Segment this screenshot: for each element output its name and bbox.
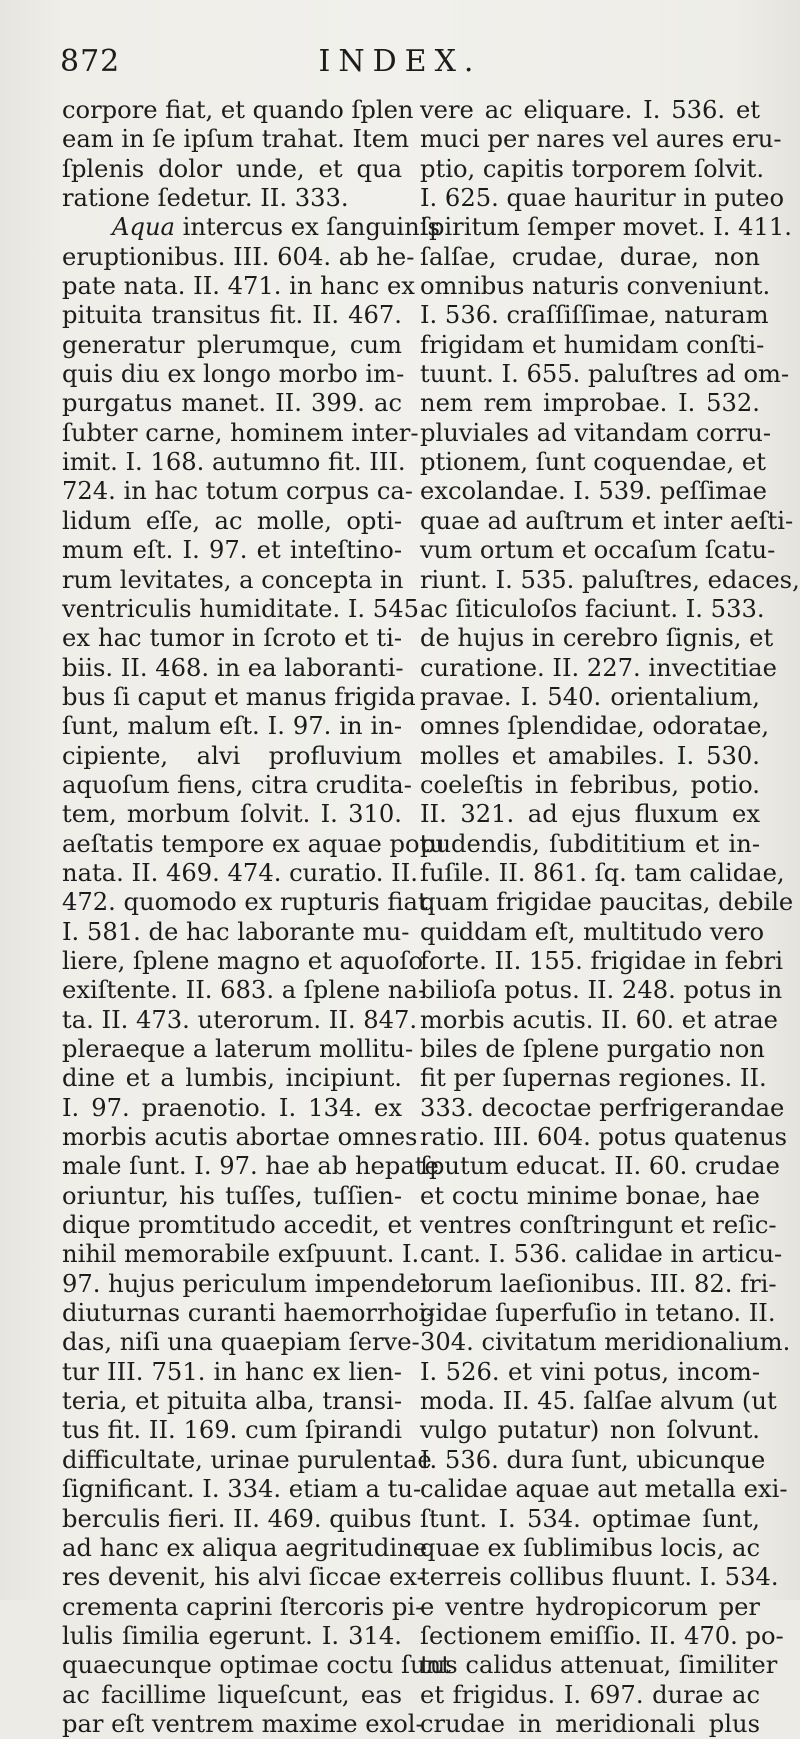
entry-headword: Aqua — [112, 213, 175, 242]
text-line: quaecunque optimae coctu ſunt — [62, 1651, 451, 1680]
text-line: pleraeque a laterum mollitu- — [62, 1035, 414, 1063]
text-line: vum ortum et occaſum ſcatu- — [420, 536, 776, 565]
text-line: quis diu ex longo morbo im- — [62, 360, 405, 389]
text-line: vere ac eliquare. I. 536. et — [420, 96, 760, 124]
text-line: quiddam eſt, multitudo vero — [420, 917, 765, 946]
text-line: dine et a lumbis, incipiunt. — [62, 1064, 402, 1093]
text-line: ex hac tumor in ſcroto et ti- — [62, 624, 402, 653]
text-line: ſpiritum ſemper movet. I. 411. — [420, 213, 793, 242]
text-line: rum levitates, a concepta in — [62, 565, 404, 594]
text-line: lulis ſimilia egerunt. I. 314. — [62, 1621, 402, 1650]
text-line: et coctu minime bonae, hae — [420, 1181, 760, 1210]
text-line: biis. II. 468. in ea laboranti- — [62, 653, 404, 682]
text-line: generatur plerumque, cum — [62, 330, 402, 359]
text-line: ptionem, ſunt coquendae, et — [420, 448, 766, 477]
text-line: I. 625. quae hauritur in puteo — [420, 184, 785, 213]
text-line: I. 581. de hac laborante mu- — [62, 917, 410, 946]
text-line: cipiente, alvi profluvium — [62, 741, 402, 770]
text-line: I. 536. craſſiſſimae, naturam — [420, 301, 769, 330]
text-line: ſunt, malum eſt. I. 97. in in- — [62, 712, 402, 741]
text-line: lidum eſſe, ac molle, opti- — [62, 506, 402, 535]
text-line: 97. hujus periculum impendet — [62, 1269, 431, 1298]
text-line: ſalſae, crudae, durae, non — [420, 242, 760, 271]
text-line: ac ſiticuloſos faciunt. I. 533. — [420, 594, 765, 623]
text-line: I. 526. et vini potus, incom- — [420, 1357, 760, 1386]
left-column — [62, 96, 451, 1739]
text-line: aquoſum fiens, citra crudita- — [62, 770, 412, 799]
text-line: ſignificant. I. 334. etiam a tu- — [62, 1475, 422, 1504]
text-line: ratio. III. 604. potus quatenus — [420, 1123, 788, 1152]
text-line: ratione ſedetur. II. 333. — [62, 184, 349, 213]
text-line: tus calidus attenuat, ſimiliter — [420, 1651, 778, 1680]
text-line: ventres conſtringunt et reſic- — [420, 1211, 777, 1240]
text-line: ſputum educat. II. 60. crudae — [420, 1152, 780, 1181]
text-line: molles et amabiles. I. 530. — [420, 741, 760, 770]
text-line: diuturnas curanti haemorrhoi- — [62, 1299, 435, 1328]
text-line: corpore fiat, et quando ſplen — [62, 96, 414, 124]
text-line: purgatus manet. II. 399. ac — [62, 389, 402, 418]
text-line: ventriculis humiditate. I. 545. — [62, 594, 427, 623]
text-line: riunt. I. 535. paluſtres, edaces, — [420, 565, 800, 594]
text-line: eam in ſe ipſum trahat. Item — [62, 125, 410, 154]
text-line: morbis acutis. II. 60. et atrae — [420, 1005, 778, 1034]
text-line: tur III. 751. in hanc ex lien- — [62, 1357, 402, 1386]
text-line: quam frigidae paucitas, debile — [420, 888, 794, 917]
text-line: pudendis, ſubdititium et in- — [420, 829, 760, 858]
text-line: Aqua intercus ex ſanguinis — [112, 213, 440, 242]
text-columns — [62, 96, 800, 1738]
text-line: bus ſi caput et manus frigida — [62, 682, 416, 711]
text-line: par eſt ventrem maxime exol- — [62, 1709, 424, 1738]
text-line: oriuntur, his tuſſes, tuſſien- — [62, 1181, 402, 1210]
text-line: tuunt. I. 655. paluſtres ad om- — [420, 360, 790, 389]
text-line: fit per ſupernas regiones. II. — [420, 1064, 767, 1093]
page-number: 872 — [60, 44, 121, 79]
text-line: crementa caprini ſtercoris pi- — [62, 1592, 424, 1621]
running-title: INDEX. — [318, 44, 482, 79]
text-line: fuſile. II. 861. ſq. tam calidae, — [420, 858, 785, 887]
text-line: lorum laeſionibus. III. 82. fri- — [420, 1269, 777, 1298]
text-line: exiſtente. II. 683. a ſplene na- — [62, 976, 427, 1005]
text-line: forte. II. 155. frigidae in febri — [420, 946, 783, 975]
text-line: calidae aquae aut metalla exi- — [420, 1475, 788, 1504]
text-line: I. 536. dura ſunt, ubicunque — [420, 1445, 766, 1474]
text-line: das, niſi una quaepiam ſerve- — [62, 1328, 420, 1357]
text-line: tem, morbum ſolvit. I. 310. — [62, 800, 402, 829]
text-line: 724. in hac totum corpus ca- — [62, 477, 413, 506]
page-header — [60, 44, 740, 84]
text-line: vulgo putatur) non ſolvunt. — [420, 1416, 760, 1445]
text-line: difficultate, urinae purulentae — [62, 1445, 432, 1474]
text-line: crudae in meridionali plus — [420, 1709, 760, 1738]
text-line: ſubter carne, hominem inter- — [62, 418, 419, 447]
text-line: omnibus naturis conveniunt. — [420, 272, 771, 301]
text-line: cant. I. 536. calidae in articu- — [420, 1240, 783, 1269]
text-line: gidae ſuperfuſio in tetano. II. — [420, 1299, 776, 1328]
text-line: pate nata. II. 471. in hanc ex — [62, 272, 415, 301]
text-line: pituita transitus fit. II. 467. — [62, 301, 402, 330]
right-column — [420, 96, 800, 1739]
text-line: 472. quomodo ex rupturis fiat. — [62, 888, 436, 917]
text-line: e ventre hydropicorum per — [420, 1592, 760, 1621]
text-line: frigidam et humidam conſti- — [420, 330, 765, 359]
text-line: quae ad auſtrum et inter aeſti- — [420, 506, 794, 535]
text-line: bilioſa potus. II. 248. potus in — [420, 976, 783, 1005]
text-line: nata. II. 469. 474. curatio. II. — [62, 858, 418, 887]
text-line: mum eſt. I. 97. et inteſtino- — [62, 536, 402, 565]
text-line: de hujus in cerebro ſignis, et — [420, 624, 774, 653]
text-line: liere, ſplene magno et aquoſo — [62, 946, 424, 975]
text-line: imit. I. 168. autumno fit. III. — [62, 448, 406, 477]
text-line: nihil memorabile exſpuunt. I. — [62, 1240, 420, 1269]
text-line: dique promtitudo accedit, et — [62, 1211, 412, 1240]
text-line: moda. II. 45. ſalſae alvum (ut — [420, 1387, 777, 1416]
text-line: ac facillime liqueſcunt, eas — [62, 1680, 402, 1709]
text-line: aeſtatis tempore ex aquae potu — [62, 829, 445, 858]
text-line: terreis collibus fluunt. I. 534. — [420, 1563, 779, 1592]
text-line: male ſunt. I. 97. hae ab hepate — [62, 1152, 439, 1181]
text-line: ſtunt. I. 534. optimae ſunt, — [420, 1504, 760, 1533]
text-line: ta. II. 473. uterorum. II. 847. — [62, 1005, 418, 1034]
text-line: pravae. I. 540. orientalium, — [420, 682, 760, 711]
text-line: 304. civitatum meridionalium. — [420, 1328, 791, 1357]
text-line: 333. decoctae perfrigerandae — [420, 1093, 785, 1122]
text-line: I. 97. praenotio. I. 134. ex — [62, 1093, 402, 1122]
text-line: ad hanc ex aliqua aegritudine — [62, 1533, 428, 1562]
text-line: excolandae. I. 539. peſſimae — [420, 477, 767, 506]
text-line: et frigidus. I. 697. durae ac — [420, 1680, 760, 1709]
text-line: ptio, capitis torporem ſolvit. — [420, 154, 765, 183]
text-line: berculis fieri. II. 469. quibus — [62, 1504, 412, 1533]
text-line: nem rem improbae. I. 532. — [420, 389, 760, 418]
text-line: coeleſtis in febribus, potio. — [420, 770, 760, 799]
text-line: curatione. II. 227. invectitiae — [420, 653, 777, 682]
text-line: eruptionibus. III. 604. ab he- — [62, 242, 415, 271]
text-line: ſplenis dolor unde, et qua — [62, 154, 402, 183]
text-line: biles de ſplene purgatio non — [420, 1035, 765, 1063]
text-line: pluviales ad vitandam corru- — [420, 418, 771, 447]
text-line: morbis acutis abortae omnes — [62, 1123, 418, 1152]
text-line: quae ex ſublimibus locis, ac — [420, 1533, 760, 1562]
text-line: muci per nares vel aures eru- — [420, 125, 782, 154]
text-line: II. 321. ad ejus fluxum ex — [420, 800, 760, 829]
text-line: ſectionem emiſſio. II. 470. po- — [420, 1621, 784, 1650]
text-line: omnes ſplendidae, odoratae, — [420, 712, 770, 741]
text-line: teria, et pituita alba, transi- — [62, 1387, 402, 1416]
text-line: tus fit. II. 169. cum ſpirandi — [62, 1416, 402, 1445]
text-line: res devenit, his alvi ſiccae ex- — [62, 1563, 425, 1592]
